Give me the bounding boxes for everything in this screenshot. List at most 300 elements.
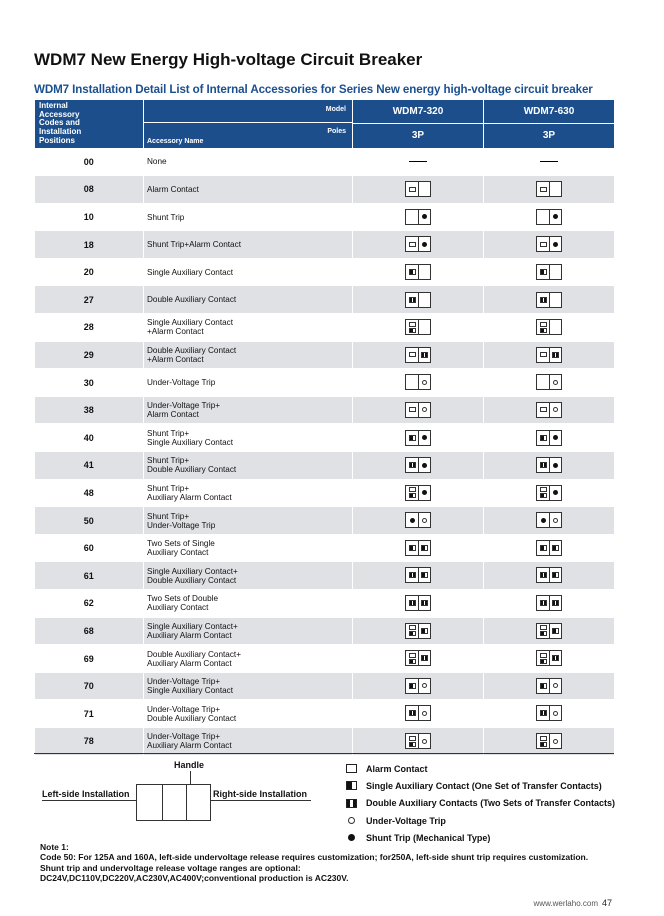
left-side-label: Left-side Installation [42, 789, 130, 799]
accessory-name-line: Single Auxiliary Contact [147, 437, 234, 447]
accessory-name-line: Double Auxiliary Contact [147, 295, 237, 305]
poles-header: 3P [353, 124, 484, 148]
accessory-name-line: Two Sets of Single [147, 539, 215, 549]
single-auxiliary-contact-icon [421, 628, 428, 634]
alarm-contact-icon [540, 242, 547, 247]
double-auxiliary-contact-icon [409, 600, 416, 606]
symbol-slot [418, 403, 430, 417]
symbol-slot [549, 734, 561, 748]
pole-divider [186, 785, 187, 820]
accessory-code: 71 [35, 700, 144, 728]
symbol-slot [537, 375, 549, 389]
accessory-name-line: Auxiliary Alarm Contact [147, 658, 232, 668]
accessory-symbol [405, 540, 431, 556]
accessory-symbol [405, 678, 431, 694]
website-link[interactable]: www.werlaho.com [533, 899, 598, 908]
accessory-name-line: Under-Voltage Trip+ [147, 704, 221, 714]
symbol-cell [484, 507, 615, 535]
symbol-slot [549, 265, 561, 279]
accessory-symbol [405, 567, 431, 583]
accessory-symbol [536, 678, 562, 694]
symbol-slot [537, 651, 549, 665]
double-auxiliary-contact-icon [540, 600, 547, 606]
left-side-leader-line [42, 800, 136, 801]
symbol-slot [549, 679, 561, 693]
accessory-name-line: Shunt Trip+ [147, 483, 190, 493]
accessory-name-line: Shunt Trip+ [147, 511, 190, 521]
accessory-name-line: Under-Voltage Trip+ [147, 401, 221, 411]
single-auxiliary-contact-icon [409, 493, 416, 498]
symbol-slot [418, 734, 430, 748]
legend-item: Under-Voltage Trip [346, 812, 626, 829]
symbol-cell [353, 286, 484, 314]
accessory-name-line: Auxiliary Contact [147, 548, 209, 558]
section-title: WDM7 Installation Detail List of Internal Accessories for Series New energy high-voltage circuit breaker [34, 83, 593, 96]
alarm-contact-icon [540, 352, 547, 357]
accessory-symbol [405, 402, 431, 418]
symbol-slot [406, 237, 418, 251]
accessory-name-line: Auxiliary Alarm Contact [147, 492, 232, 502]
alarm-contact-icon [540, 625, 547, 630]
symbol-cell [353, 672, 484, 700]
accessory-name [144, 672, 353, 700]
shunt-trip-icon [553, 435, 558, 440]
accessory-name-line: None [147, 157, 167, 167]
accessory-name-line: Single Auxiliary Contact+ [147, 566, 238, 576]
symbol-slot [406, 375, 418, 389]
accessory-code: 62 [35, 590, 144, 618]
under-voltage-trip-icon [553, 683, 558, 688]
double-auxiliary-contact-icon [346, 799, 357, 808]
symbol-slot [537, 486, 549, 500]
accessory-name [144, 700, 353, 728]
accessory-code: 08 [35, 176, 144, 204]
accessory-code: 60 [35, 534, 144, 562]
table-row [35, 562, 615, 590]
symbol-slot [406, 458, 418, 472]
single-auxiliary-contact-icon [409, 659, 416, 664]
table-row [35, 452, 615, 480]
symbol-slot [418, 541, 430, 555]
accessory-name [144, 590, 353, 618]
accessory-name-line: Under-Voltage Trip+ [147, 677, 221, 687]
accessory-name [144, 369, 353, 397]
symbol-slot [549, 237, 561, 251]
symbol-slot [418, 486, 430, 500]
accessory-symbol [536, 705, 562, 721]
symbol-slot [537, 237, 549, 251]
symbol-slot [406, 348, 418, 362]
accessory-code: 38 [35, 396, 144, 424]
accessory-code: 27 [35, 286, 144, 314]
accessory-name-line: Alarm Contact [147, 410, 199, 420]
symbol-slot [537, 513, 549, 527]
single-auxiliary-contact-icon [540, 631, 547, 636]
table-row [35, 727, 615, 755]
accessory-table [34, 99, 615, 756]
symbol-slot [406, 541, 418, 555]
alarm-contact-icon [540, 487, 547, 492]
accessory-name-line: Single Auxiliary Contact [147, 318, 234, 328]
accessory-symbol [536, 733, 562, 749]
symbol-cell [484, 176, 615, 204]
accessory-name-line: Shunt Trip+Alarm Contact [147, 240, 241, 250]
symbol-cell [353, 314, 484, 342]
icon-stack [540, 487, 547, 498]
single-auxiliary-contact-icon [540, 269, 547, 275]
symbol-slot [406, 624, 418, 638]
symbol-slot [418, 210, 430, 224]
symbol-cell [484, 645, 615, 673]
legend-item: Alarm Contact [346, 760, 626, 777]
accessory-code: 40 [35, 424, 144, 452]
accessory-name-line: +Alarm Contact [147, 354, 204, 364]
note-line: Shunt trip and undervoltage release voltage ranges are optional: [40, 862, 301, 873]
legend-item: Single Auxiliary Contact (One Set of Transfer Contacts) [346, 777, 626, 794]
shunt-trip-icon [410, 518, 415, 523]
shunt-trip-icon [348, 834, 355, 841]
table-row [35, 396, 615, 424]
shunt-trip-icon [422, 490, 427, 495]
symbol-cell [484, 590, 615, 618]
accessory-name-line: Auxiliary Contact [147, 603, 209, 613]
accessory-name-line: Shunt Trip [147, 212, 185, 222]
single-auxiliary-contact-icon [409, 435, 416, 441]
symbol-slot [549, 486, 561, 500]
single-auxiliary-contact-icon [552, 545, 559, 551]
accessory-code: 10 [35, 203, 144, 231]
double-auxiliary-contact-icon [409, 572, 416, 578]
accessory-code: 61 [35, 562, 144, 590]
under-voltage-trip-icon [422, 380, 427, 385]
accessory-symbol [405, 264, 431, 280]
accessory-symbol [405, 650, 431, 666]
symbol-cell [353, 700, 484, 728]
symbol-slot [406, 651, 418, 665]
accessory-symbol [405, 512, 431, 528]
symbol-cell [353, 203, 484, 231]
icon-stack [409, 736, 416, 747]
symbol-cell [353, 562, 484, 590]
single-auxiliary-contact-icon [540, 683, 547, 689]
none-dash [540, 161, 558, 162]
accessory-name-line: Alarm Contact [147, 184, 199, 194]
single-auxiliary-contact-icon [409, 269, 416, 275]
under-voltage-trip-icon [422, 407, 427, 412]
alarm-contact-icon [409, 187, 416, 192]
notes [40, 842, 630, 884]
accessory-name [144, 258, 353, 286]
accessory-name [144, 396, 353, 424]
single-auxiliary-contact-icon [540, 328, 547, 333]
symbol-slot [418, 568, 430, 582]
table-row [35, 672, 615, 700]
table-row [35, 700, 615, 728]
icon-stack [540, 322, 547, 333]
symbol-slot [406, 734, 418, 748]
symbol-cell [484, 341, 615, 369]
accessory-symbol [536, 347, 562, 363]
symbol-cell [353, 617, 484, 645]
shunt-trip-icon [553, 214, 558, 219]
alarm-contact-icon [409, 487, 416, 492]
table-row [35, 148, 615, 176]
single-auxiliary-contact-icon [409, 683, 416, 689]
symbol-cell [484, 534, 615, 562]
accessory-symbol [405, 457, 431, 473]
symbol-cell [484, 314, 615, 342]
accessory-name-line: Auxiliary Alarm Contact [147, 630, 232, 640]
symbol-cell [484, 452, 615, 480]
accessory-name [144, 617, 353, 645]
model-header: WDM7-630 [484, 100, 615, 124]
accessory-code: 28 [35, 314, 144, 342]
alarm-contact-icon [540, 407, 547, 412]
accessory-symbol [405, 292, 431, 308]
symbol-slot [537, 293, 549, 307]
shunt-trip-icon [422, 463, 427, 468]
alarm-contact-icon [540, 322, 547, 327]
symbol-slot [537, 624, 549, 638]
symbol-slot [549, 513, 561, 527]
symbol-cell [353, 148, 484, 176]
symbol-slot [549, 541, 561, 555]
accessory-name [144, 452, 353, 480]
accessory-code: 00 [35, 148, 144, 176]
accessory-name-line: Shunt Trip+ [147, 456, 190, 466]
alarm-contact-icon [346, 764, 357, 773]
accessory-name [144, 286, 353, 314]
single-auxiliary-contact-icon [409, 545, 416, 551]
accessory-symbol [405, 733, 431, 749]
shunt-trip-icon [422, 435, 427, 440]
double-auxiliary-contact-icon [552, 352, 559, 358]
icon-stack [409, 653, 416, 664]
table-row [35, 507, 615, 535]
model-label: Model [325, 106, 346, 113]
accessory-name-label: Accessory Name [147, 137, 204, 145]
symbol-cell [484, 672, 615, 700]
accessory-name [144, 479, 353, 507]
symbol-cell [484, 148, 615, 176]
handle-leader-line [190, 771, 191, 784]
symbol-slot [418, 182, 430, 196]
table-row [35, 645, 615, 673]
accessory-symbol [536, 567, 562, 583]
accessory-code: 30 [35, 369, 144, 397]
accessory-name-line: Double Auxiliary Contact [147, 465, 237, 475]
right-side-leader-line [211, 800, 311, 801]
symbol-slot [537, 182, 549, 196]
symbol-slot [406, 320, 418, 334]
accessory-name-line: Two Sets of Double [147, 594, 218, 604]
symbol-slot [406, 568, 418, 582]
symbol-slot [549, 403, 561, 417]
table-row [35, 424, 615, 452]
double-auxiliary-contact-icon [552, 600, 559, 606]
right-side-label: Right-side Installation [213, 789, 308, 799]
page-number: 47 [601, 898, 612, 908]
under-voltage-trip-icon [422, 683, 427, 688]
pole-divider [162, 785, 163, 820]
icon-stack [409, 487, 416, 498]
symbol-cell [353, 258, 484, 286]
shunt-trip-icon [422, 214, 427, 219]
table-row [35, 341, 615, 369]
accessory-symbol [536, 292, 562, 308]
symbol-cell [353, 452, 484, 480]
installation-diagram [34, 760, 334, 830]
table-row [35, 203, 615, 231]
symbol-cell [484, 203, 615, 231]
symbol-slot [549, 624, 561, 638]
symbol-slot [418, 513, 430, 527]
symbol-cell [484, 727, 615, 755]
accessory-symbol [536, 264, 562, 280]
accessory-name-line: Under-Voltage Trip+ [147, 732, 221, 742]
under-voltage-trip-icon [422, 711, 427, 716]
single-auxiliary-contact-icon [540, 742, 547, 747]
accessory-symbol [405, 236, 431, 252]
table-row [35, 314, 615, 342]
symbol-slot [406, 431, 418, 445]
symbol-slot [537, 541, 549, 555]
accessory-name-line: Double Auxiliary Contact+ [147, 649, 241, 659]
single-auxiliary-contact-icon [421, 572, 428, 578]
shunt-trip-icon [553, 490, 558, 495]
accessory-name-line: Shunt Trip+ [147, 428, 190, 438]
symbol-slot [418, 596, 430, 610]
symbol-cell [484, 479, 615, 507]
symbol-slot [418, 651, 430, 665]
single-auxiliary-contact-icon [409, 328, 416, 333]
accessory-name [144, 507, 353, 535]
accessory-name-header [144, 100, 353, 149]
shunt-trip-icon [553, 463, 558, 468]
symbol-cell [484, 286, 615, 314]
symbol-cell [484, 700, 615, 728]
accessory-symbol [536, 512, 562, 528]
icon-stack [409, 322, 416, 333]
legend [346, 760, 626, 846]
accessory-symbol [405, 705, 431, 721]
symbol-slot [549, 210, 561, 224]
shunt-trip-icon [541, 518, 546, 523]
symbol-slot [537, 320, 549, 334]
symbol-slot [549, 348, 561, 362]
alarm-contact-icon [540, 187, 547, 192]
symbol-slot [537, 706, 549, 720]
symbol-cell [353, 424, 484, 452]
symbol-slot [549, 182, 561, 196]
symbol-cell [353, 590, 484, 618]
symbol-slot [406, 265, 418, 279]
alarm-contact-icon [409, 625, 416, 630]
symbol-slot [406, 403, 418, 417]
double-auxiliary-contact-icon [409, 710, 416, 716]
single-auxiliary-contact-icon [540, 545, 547, 551]
accessory-name-line: Under-Voltage Trip [147, 378, 216, 388]
accessory-name-line: Single Auxiliary Contact+ [147, 621, 238, 631]
codes-header: Internal Accessory Codes and Installation Positions [35, 100, 144, 149]
accessory-name [144, 424, 353, 452]
note-line: Code 50: For 125A and 160A, left-side undervoltage release requires customization; for250A, left-side shunt trip requires customization. [40, 852, 589, 863]
under-voltage-trip-icon [553, 380, 558, 385]
icon-stack [540, 653, 547, 664]
single-auxiliary-contact-icon [540, 435, 547, 441]
symbol-slot [549, 293, 561, 307]
accessory-code: 29 [35, 341, 144, 369]
symbol-slot [537, 679, 549, 693]
symbol-cell [484, 562, 615, 590]
divider [34, 753, 614, 754]
single-auxiliary-contact-icon [552, 628, 559, 634]
accessory-code: 69 [35, 645, 144, 673]
accessory-symbol [405, 595, 431, 611]
symbol-cell [484, 231, 615, 259]
accessory-symbol [536, 650, 562, 666]
accessory-name [144, 534, 353, 562]
symbol-slot [406, 293, 418, 307]
alarm-contact-icon [540, 736, 547, 741]
footer [534, 898, 612, 908]
header-divider [144, 122, 352, 123]
symbol-cell [353, 231, 484, 259]
symbol-slot [549, 651, 561, 665]
symbol-cell [484, 396, 615, 424]
symbol-cell [353, 534, 484, 562]
symbol-slot [537, 458, 549, 472]
single-auxiliary-contact-icon [409, 631, 416, 636]
accessory-code: 18 [35, 231, 144, 259]
accessory-symbol [536, 485, 562, 501]
symbol-slot [549, 431, 561, 445]
accessory-symbol [405, 347, 431, 363]
symbol-slot [418, 431, 430, 445]
accessory-name-line: Single Auxiliary Contact [147, 267, 234, 277]
alarm-contact-icon [409, 653, 416, 658]
symbol-slot [537, 568, 549, 582]
accessory-name-line: Double Auxiliary Contact [147, 713, 237, 723]
table-row [35, 176, 615, 204]
accessory-name-line: Double Auxiliary Contact [147, 345, 237, 355]
symbol-cell [353, 176, 484, 204]
symbol-slot [418, 348, 430, 362]
symbol-cell [353, 727, 484, 755]
double-auxiliary-contact-icon [552, 655, 559, 661]
symbol-cell [353, 369, 484, 397]
symbol-slot [549, 568, 561, 582]
accessory-symbol [405, 209, 431, 225]
accessory-code: 78 [35, 727, 144, 755]
symbol-cell [353, 507, 484, 535]
single-auxiliary-contact-icon [409, 742, 416, 747]
under-voltage-trip-icon [422, 518, 427, 523]
accessory-code: 20 [35, 258, 144, 286]
accessory-symbol [405, 319, 431, 335]
symbol-slot [537, 265, 549, 279]
symbol-cell [484, 258, 615, 286]
symbol-slot [537, 403, 549, 417]
accessory-code: 48 [35, 479, 144, 507]
symbol-slot [418, 237, 430, 251]
page-title: WDM7 New Energy High-voltage Circuit Breaker [34, 50, 423, 69]
under-voltage-trip-icon [553, 739, 558, 744]
under-voltage-trip-icon [422, 739, 427, 744]
under-voltage-trip-icon [553, 518, 558, 523]
accessory-symbol [405, 374, 431, 390]
symbol-slot [406, 706, 418, 720]
